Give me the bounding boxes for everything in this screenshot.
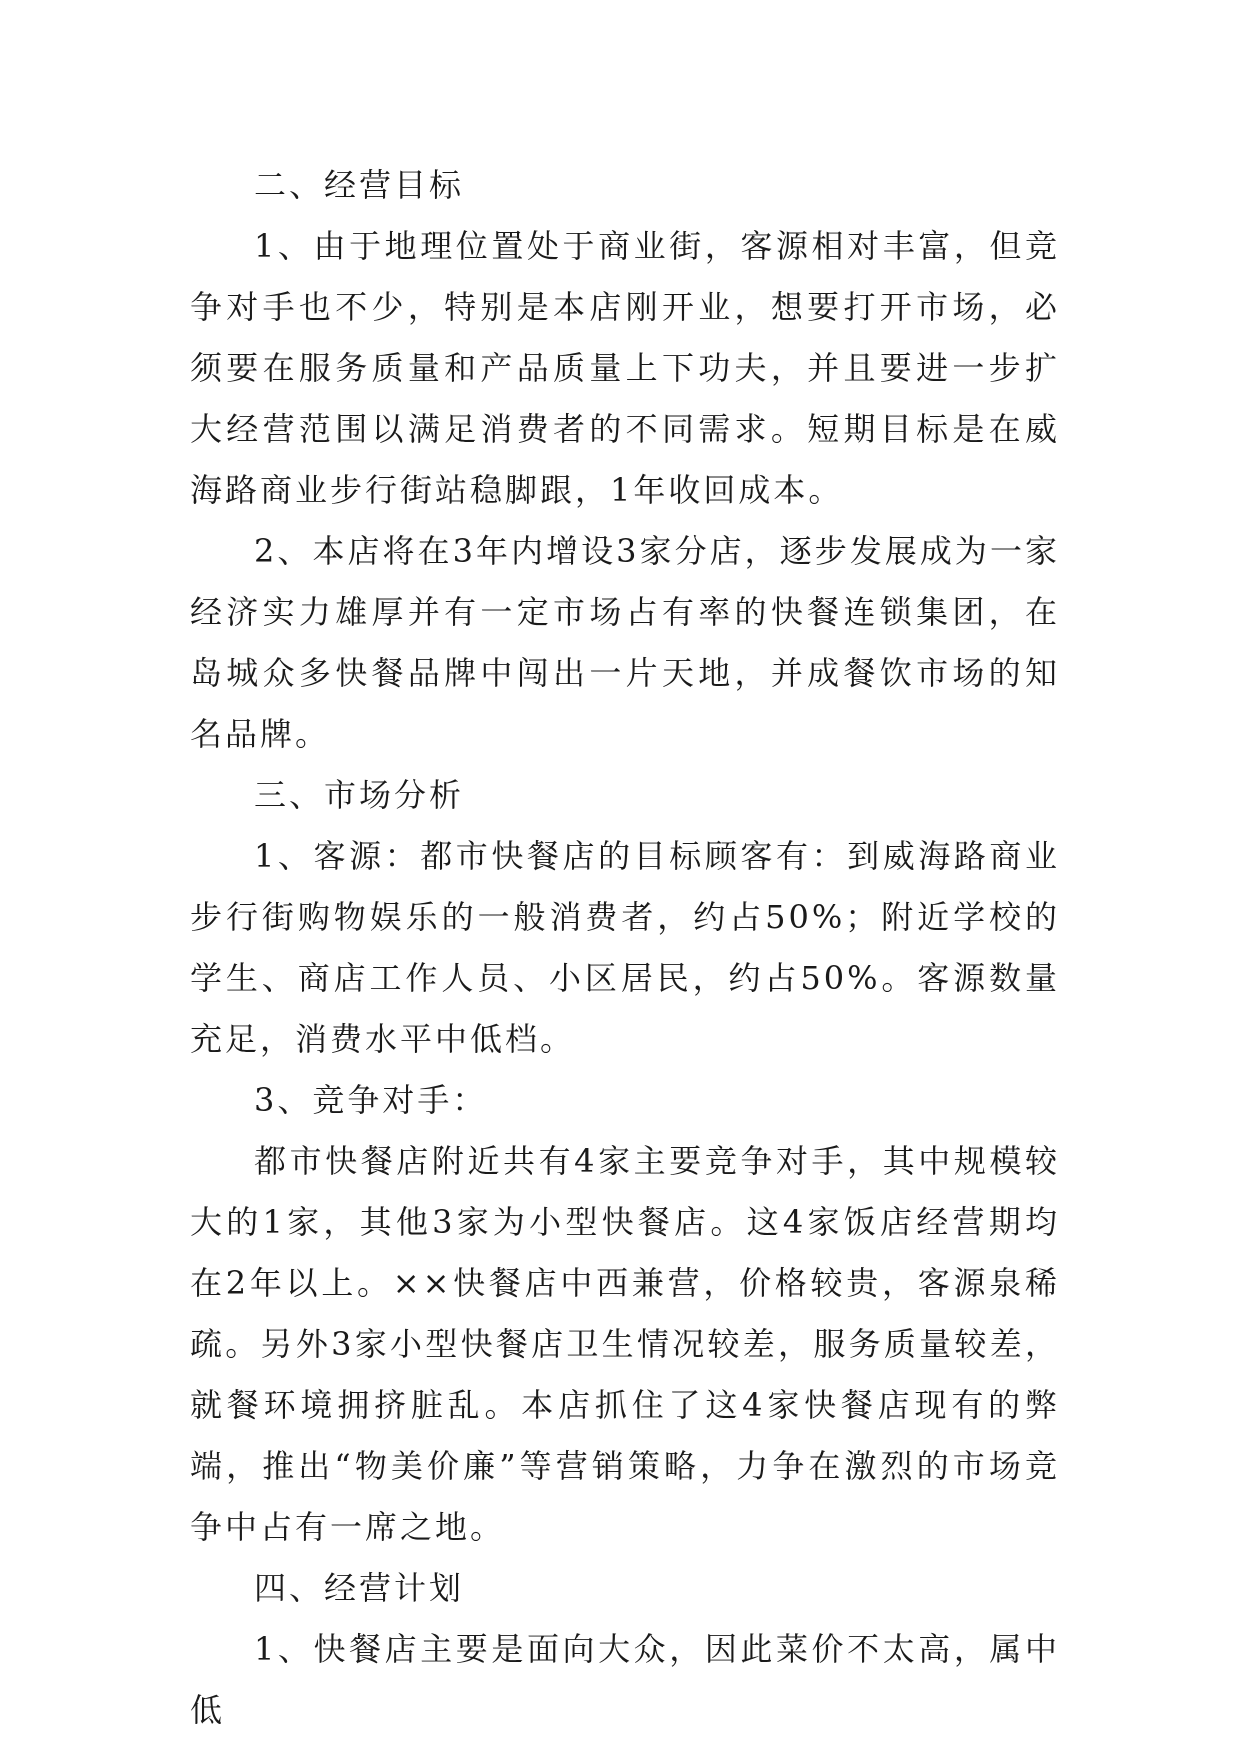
heading-business-plan: 四、经营计划: [254, 1569, 465, 1607]
heading-market-analysis: 三、市场分析: [254, 776, 465, 814]
paragraph-goal-2: 2、本店将在3年内增设3家分店，逐步发展成为一家经济实力雄厚并有一定市场占有率的快餐连锁集团，在岛城众多快餐品牌中闯出一片天地，并成餐饮市场的知名品牌。: [190, 532, 1060, 753]
document-body: [190, 155, 1060, 1741]
paragraph-competitors-heading: 3、竞争对手：: [254, 1081, 488, 1119]
paragraph-goal-1: 1、由于地理位置处于商业街，客源相对丰富，但竞争对手也不少，特别是本店刚开业，想要打开市场，必须要在服务质量和产品质量上下功夫，并且要进一步扩大经营范围以满足消费者的不同需求。短期目标是在威海路商业步行街站稳脚跟，1年收回成本。: [190, 227, 1060, 509]
paragraph-customer-source: 1、客源：都市快餐店的目标顾客有：到威海路商业步行街购物娱乐的一般消费者，约占50%；附近学校的学生、商店工作人员、小区居民，约占50%。客源数量充足，消费水平中低档。: [190, 837, 1060, 1058]
heading-business-goals: 二、经营目标: [254, 166, 465, 204]
paragraph-competitors: 都市快餐店附近共有4家主要竞争对手，其中规模较大的1家，其他3家为小型快餐店。这4家饭店经营期均在2年以上。××快餐店中西兼营，价格较贵，客源泉稀疏。另外3家小型快餐店卫生情况较差，服务质量较差，就餐环境拥挤脏乱。本店抓住了这4家快餐店现有的弊端，推出“物美价廉”等营销策略，力争在激烈的市场竞争中占有一席之地。: [190, 1142, 1060, 1546]
paragraph-plan-1: 1、快餐店主要是面向大众，因此菜价不太高，属中低: [190, 1630, 1060, 1729]
